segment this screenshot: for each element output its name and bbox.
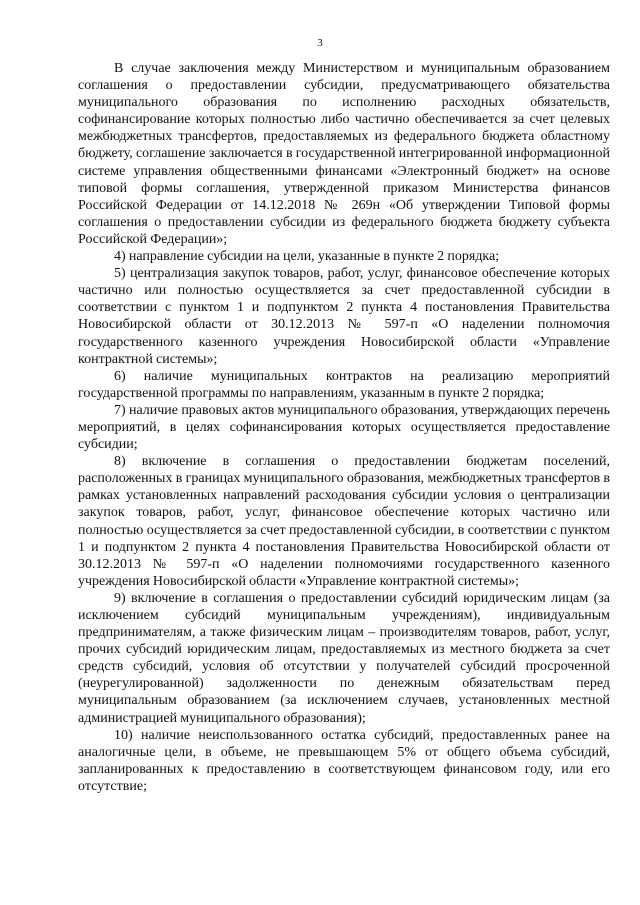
paragraph-item-5: 5) централизация закупок товаров, работ, услуг, финансовое обеспечение которых частично или полностью осуществляется за счет предоставленной субсидии в соответствии с пунктом 1 и подпунктом 2 пункта 4 постановления Правительства Новосибирской области от 30.12.2013 № 597-п «О наделении полномочия государственного казенного учреждения Новосибирской области «Управление контрактной системы»; (78, 266, 610, 367)
paragraph-item-4: 4) направление субсидии на цели, указанные в пункте 2 порядка; (114, 249, 500, 265)
paragraph-item-6: 6) наличие муниципальных контрактов на реализацию мероприятий государственной программы по направлениям, указанным в пункте 2 порядка; (78, 368, 610, 401)
paragraph-item-8: 8) включение в соглашения о предоставлении бюджетам поселений, расположенных в границах муниципального образования, межбюджетных трансфертов в рамках установленных направлений расходования субсидии условия о централизации закупок товаров, работ, услуг, финансовое обеспечение которых частично или полностью осуществляется за счет предоставленной субсидии, в соответствии с пунктом 1 и подпунктом 2 пункта 4 постановления Правительства Новосибирской области от 30.12.2013 № 597-п «О наделении полномочиями государственного казенного учреждения Новосибирской области «Управление контрактной системы»; (78, 454, 610, 589)
paragraph-federal-budget-agreement: В случае заключения между Министерством и муниципальным образованием соглашения о предоставлении субсидии, предусматривающего обязательства муниципального образования по исполнению расходных обязательств, софинансирование которых полностью либо частично обеспечивается за счет целевых межбюджетных трансфертов, предоставляемых из федерального бюджета областному бюджету, соглашение заключается в государственной интегрированной информационной системе управления общественными финансами «Электронный бюджет» на основе типовой формы соглашения, утвержденной приказом Министерства финансов Российской Федерации от 14.12.2018 № 269н «Об утверждении Типовой формы соглашения о предоставлении субсидии из федерального бюджета бюджету субъекта Российской Федерации»; (78, 61, 610, 247)
paragraph-item-9: 9) включение в соглашения о предоставлении субсидий юридическим лицам (за исключением субсидий муниципальным учреждениям), индивидуальным предпринимателям, а также физическим лицам – производителям товаров, работ, услуг, прочих субсидий юридическим лицам, предоставляемых из местного бюджета за счет средств субсидий, условия об отсутствии у получателей субсидий просроченной (неурегулированной) задолженности по денежным обязательствам перед муниципальным образованием (за исключением случаев, установленных местной администрацией муниципального образования); (78, 590, 610, 726)
page-number: 3 (317, 37, 323, 49)
document-body (78, 60, 610, 795)
paragraph-item-7: 7) наличие правовых актов муниципального образования, утверждающих перечень мероприятий, в целях софинансирования которых осуществляется предоставление субсидии; (78, 402, 610, 453)
paragraph-item-10: 10) наличие неиспользованного остатка субсидий, предоставленных ранее на аналогичные цели, в объеме, не превышающем 5% от общего объема субсидий, запланированных к предоставлению в соответствующем финансовом году, или его отсутствие; (78, 727, 610, 794)
